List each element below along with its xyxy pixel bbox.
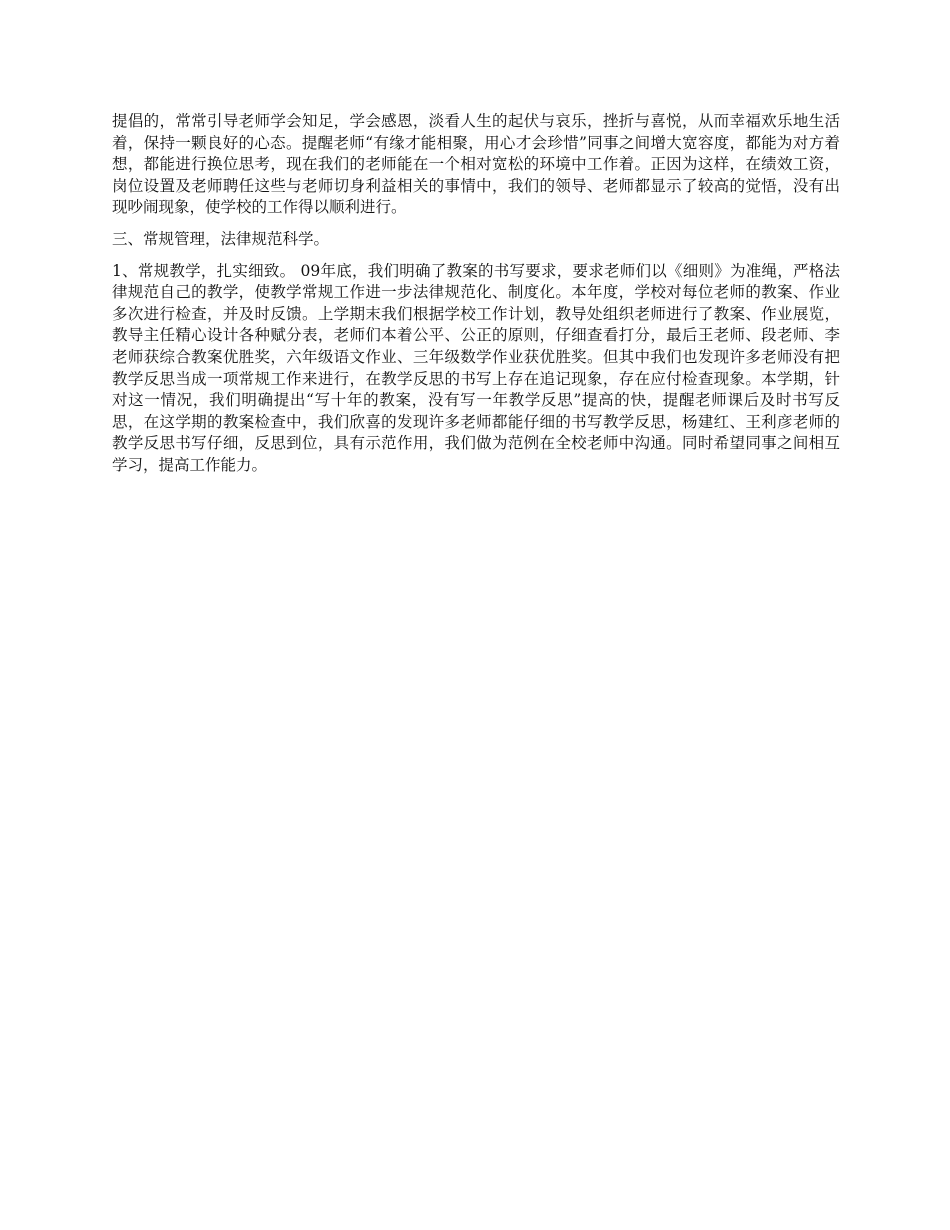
body-paragraph: 1、常规教学，扎实细致。 09年底，我们明确了教案的书写要求，要求老师们以《细则》为准绳，严格法律规范自己的教学，使教学常规工作进一步法律规范化、制度化。本年度，学校对每位老师的教案、作业多次进行检查，并及时反馈。上学期末我们根据学校工作计划，教导处组织老师进行了教案、作业展览，教导主任精心设计各种赋分表，老师们本着公平、公正的原则，仔细查看打分，最后王老师、段老师、李老师获综合教案优胜奖，六年级语文作业、三年级数学作业获优胜奖。但其中我们也发现许多老师没有把教学反思当成一项常规工作来进行，在教学反思的书写上存在追记现象，存在应付检查现象。本学期，针对这一情况，我们明确提出“写十年的教案，没有写一年教学反思”提高的快，提醒老师课后及时书写反思，在这学期的教案检查中，我们欣喜的发现许多老师都能仔细的书写教学反思，杨建红、王利彦老师的教学反思书写仔细，反思到位，具有示范作用，我们做为范例在全校老师中沟通。同时希望同事之间相互学习，提高工作能力。 (112, 261, 840, 474)
body-paragraph: 提倡的，常常引导老师学会知足，学会感恩，淡看人生的起伏与哀乐，挫折与喜悦，从而幸福欢乐地生活着，保持一颗良好的心态。提醒老师“有缘才能相聚，用心才会珍惜”同事之间增大宽容度，都能为对方着想，都能进行换位思考，现在我们的老师能在一个相对宽松的环境中工作着。正因为这样，在绩效工资，岗位设置及老师聘任这些与老师切身利益相关的事情中，我们的领导、老师都显示了较高的觉悟，没有出现吵闹现象，使学校的工作得以顺利进行。 (112, 112, 840, 217)
section-heading: 三、常规管理，法律规范科学。 (112, 229, 330, 248)
document-page (112, 111, 840, 477)
